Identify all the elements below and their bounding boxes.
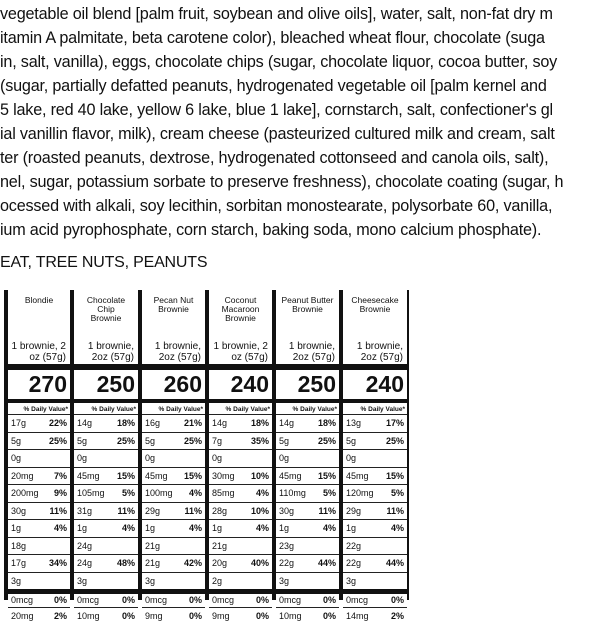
nutrient-amount: 28g — [212, 506, 227, 516]
product-name: Coconut Macaroon Brownie — [213, 296, 268, 323]
ingredients-line: nel, sugar, potassium sorbate to preserve freshness), chocolate coating (sugar, h — [0, 170, 563, 194]
nutrient-percent: 11% — [49, 506, 67, 516]
nutrient-row — [343, 467, 407, 485]
nutrient-row — [74, 519, 138, 537]
nutrient-percent: 10% — [251, 506, 269, 516]
serving-size: 1 brownie, 2 oz (57g) — [10, 342, 66, 363]
nutrient-row — [74, 554, 138, 572]
nutrient-percent: 0% — [122, 595, 135, 605]
nutrient-rows — [276, 414, 339, 624]
nutrient-percent: 11% — [117, 506, 135, 516]
ingredients-line: 5 lake, red 40 lake, yellow 6 lake, blue 1 lake], cornstarch, salt, confectioner's gl — [0, 98, 553, 122]
nutrient-row — [74, 589, 138, 607]
serving-size: 1 brownie, 2 oz (57g) — [211, 342, 268, 363]
nutrient-row — [142, 449, 205, 467]
nutrient-percent: 4% — [189, 488, 202, 498]
nutrient-row — [276, 572, 339, 590]
nutrient-row — [8, 502, 70, 520]
nutrient-row — [276, 589, 339, 607]
daily-value-rule — [142, 399, 205, 403]
nutrient-percent: 48% — [117, 558, 135, 568]
ingredients-line: in, salt, vanilla), eggs, chocolate chips (sugar, chocolate liquor, cocoa butter, soy — [0, 50, 557, 74]
nutrient-amount: 2g — [212, 576, 222, 586]
daily-value-rule — [74, 399, 138, 403]
nutrient-row — [209, 537, 272, 555]
nutrient-percent: 15% — [184, 471, 202, 481]
nutrient-rows — [142, 414, 205, 624]
nutrient-amount: 9mg — [145, 611, 163, 621]
nutrient-amount: 30mg — [212, 471, 235, 481]
nutrient-amount: 105mg — [77, 488, 105, 498]
nutrient-amount: 3g — [77, 576, 87, 586]
nutrient-amount: 9mg — [212, 611, 230, 621]
nutrient-percent: 25% — [386, 436, 404, 446]
nutrient-percent: 0% — [256, 595, 269, 605]
nutrient-amount: 5g — [145, 436, 155, 446]
nutrient-row — [142, 554, 205, 572]
nutrient-amount: 5g — [279, 436, 289, 446]
nutrient-amount: 1g — [212, 523, 222, 533]
daily-value-header: % Daily Value* — [144, 406, 203, 413]
nutrient-amount: 0mcg — [346, 595, 368, 605]
nutrient-row — [74, 484, 138, 502]
product-name: Peanut Butter Brownie — [280, 296, 335, 314]
nutrient-amount: 7g — [212, 436, 222, 446]
nutrient-row — [74, 414, 138, 432]
nutrient-percent: 17% — [386, 418, 404, 428]
nutrient-percent: 2% — [54, 611, 67, 621]
nutrient-rows — [209, 414, 272, 624]
nutrient-row — [276, 607, 339, 624]
ingredients-line: ocessed with alkali, soy lecithin, sorbitan monostearate, polysorbate 60, vanilla, — [0, 194, 552, 218]
nutrient-amount: 1g — [346, 523, 356, 533]
nutrient-row — [343, 554, 407, 572]
nutrient-percent: 42% — [184, 558, 202, 568]
nutrient-percent: 18% — [318, 418, 336, 428]
nutrient-amount: 0mcg — [11, 595, 33, 605]
ingredients-line: ter (roasted peanuts, dextrose, hydrogenated cottonseed and canola oils, salt), — [0, 146, 548, 170]
nutrient-amount: 30g — [11, 506, 26, 516]
nutrient-percent: 44% — [318, 558, 336, 568]
nutrient-row — [8, 467, 70, 485]
nutrient-amount: 21g — [145, 558, 160, 568]
nutrient-amount: 0g — [11, 453, 21, 463]
nutrient-row — [74, 537, 138, 555]
nutrient-row — [8, 589, 70, 607]
nutrient-percent: 18% — [117, 418, 135, 428]
daily-value-header: % Daily Value* — [10, 406, 68, 413]
nutrient-amount: 0mcg — [145, 595, 167, 605]
nutrient-row — [276, 484, 339, 502]
nutrient-percent: 0% — [122, 611, 135, 621]
product-name: Chocolate Chip Brownie — [78, 296, 134, 323]
nutrient-row — [142, 432, 205, 450]
nutrient-percent: 0% — [54, 595, 67, 605]
nutrient-row — [209, 554, 272, 572]
nutrient-percent: 18% — [251, 418, 269, 428]
nutrient-row — [8, 414, 70, 432]
nutrient-percent: 4% — [189, 523, 202, 533]
nutrient-row — [343, 589, 407, 607]
nutrient-amount: 10mg — [279, 611, 302, 621]
nutrient-row — [74, 432, 138, 450]
nutrition-panel — [72, 290, 140, 600]
nutrient-percent: 4% — [54, 523, 67, 533]
nutrient-percent: 15% — [386, 471, 404, 481]
nutrient-row — [343, 432, 407, 450]
nutrient-amount: 1g — [77, 523, 87, 533]
nutrient-amount: 17g — [11, 418, 26, 428]
nutrient-amount: 29g — [145, 506, 160, 516]
nutrient-percent: 0% — [189, 611, 202, 621]
nutrient-row — [209, 519, 272, 537]
nutrient-row — [74, 607, 138, 624]
nutrient-amount: 14g — [279, 418, 294, 428]
calories-value: 240 — [343, 370, 404, 398]
daily-value-header: % Daily Value* — [278, 406, 337, 413]
nutrient-percent: 0% — [189, 595, 202, 605]
nutrient-row — [8, 449, 70, 467]
nutrient-row — [8, 554, 70, 572]
nutrient-row — [142, 502, 205, 520]
daily-value-rule — [276, 399, 339, 403]
nutrient-amount: 20mg — [11, 471, 34, 481]
nutrition-panel — [341, 290, 409, 600]
daily-value-header: % Daily Value* — [76, 406, 136, 413]
calories-value: 260 — [142, 370, 202, 398]
nutrient-row — [276, 467, 339, 485]
nutrient-amount: 45mg — [346, 471, 369, 481]
nutrient-percent: 40% — [251, 558, 269, 568]
nutrient-row — [276, 414, 339, 432]
nutrient-amount: 24g — [77, 558, 92, 568]
nutrition-panel — [207, 290, 274, 600]
nutrient-amount: 20g — [212, 558, 227, 568]
nutrient-percent: 25% — [318, 436, 336, 446]
nutrient-row — [209, 432, 272, 450]
nutrient-amount: 29g — [346, 506, 361, 516]
nutrient-row — [209, 589, 272, 607]
nutrition-labels — [0, 290, 600, 600]
nutrient-amount: 100mg — [145, 488, 173, 498]
nutrient-percent: 44% — [386, 558, 404, 568]
nutrient-row — [74, 449, 138, 467]
nutrient-amount: 110mg — [279, 488, 306, 498]
nutrient-amount: 14g — [212, 418, 227, 428]
nutrient-percent: 11% — [184, 506, 202, 516]
nutrient-amount: 21g — [145, 541, 160, 551]
nutrient-amount: 200mg — [11, 488, 39, 498]
nutrient-amount: 5g — [346, 436, 356, 446]
calories-value: 250 — [74, 370, 135, 398]
product-name: Blondie — [12, 296, 66, 305]
nutrient-amount: 0g — [212, 453, 222, 463]
nutrient-row — [343, 484, 407, 502]
ingredients-line: ium acid pyrophosphate, corn starch, baking soda, mono calcium phosphate). — [0, 218, 541, 242]
nutrition-panel — [274, 290, 341, 600]
nutrient-row — [276, 502, 339, 520]
nutrient-percent: 0% — [391, 595, 404, 605]
nutrient-row — [209, 449, 272, 467]
nutrient-percent: 34% — [49, 558, 67, 568]
nutrient-row — [276, 537, 339, 555]
nutrient-amount: 24g — [77, 541, 92, 551]
nutrient-row — [74, 572, 138, 590]
nutrient-row — [209, 484, 272, 502]
nutrient-row — [343, 502, 407, 520]
nutrient-percent: 5% — [323, 488, 336, 498]
nutrient-percent: 11% — [318, 506, 336, 516]
nutrient-amount: 3g — [279, 576, 289, 586]
nutrient-percent: 4% — [391, 523, 404, 533]
daily-value-rule — [343, 399, 407, 403]
nutrient-row — [343, 607, 407, 624]
nutrient-row — [209, 502, 272, 520]
nutrient-amount: 23g — [279, 541, 294, 551]
nutrient-row — [209, 607, 272, 624]
nutrient-row — [209, 414, 272, 432]
nutrient-row — [8, 484, 70, 502]
allergen-statement: EAT, TREE NUTS, PEANUTS — [0, 254, 207, 272]
calories-value: 250 — [276, 370, 336, 398]
ingredients-line: (sugar, partially defatted peanuts, hydrogenated vegetable oil [palm kernel and — [0, 74, 547, 98]
nutrition-panel — [140, 290, 207, 600]
nutrient-percent: 15% — [318, 471, 336, 481]
nutrient-rows — [74, 414, 138, 624]
nutrient-amount: 45mg — [77, 471, 100, 481]
nutrient-row — [8, 572, 70, 590]
nutrient-row — [343, 414, 407, 432]
nutrient-amount: 3g — [346, 576, 356, 586]
nutrient-amount: 45mg — [145, 471, 168, 481]
serving-size: 1 brownie, 2oz (57g) — [76, 342, 134, 363]
nutrient-row — [8, 432, 70, 450]
ingredients-line: itamin A palmitate, beta carotene color), bleached wheat flour, chocolate (suga — [0, 26, 545, 50]
nutrient-amount: 14mg — [346, 611, 369, 621]
nutrient-amount: 0g — [279, 453, 289, 463]
nutrient-amount: 5g — [11, 436, 21, 446]
nutrient-amount: 85mg — [212, 488, 235, 498]
daily-value-header: % Daily Value* — [211, 406, 270, 413]
nutrient-row — [8, 607, 70, 624]
nutrition-panel — [6, 290, 72, 600]
nutrient-amount: 120mg — [346, 488, 374, 498]
nutrient-amount: 3g — [11, 576, 21, 586]
nutrient-percent: 0% — [323, 611, 336, 621]
nutrient-percent: 0% — [323, 595, 336, 605]
nutrient-amount: 45mg — [279, 471, 302, 481]
nutrient-row — [142, 484, 205, 502]
nutrient-row — [276, 519, 339, 537]
nutrient-amount: 22g — [346, 541, 361, 551]
nutrient-row — [343, 449, 407, 467]
nutrient-percent: 9% — [54, 488, 67, 498]
nutrient-amount: 31g — [77, 506, 92, 516]
product-name: Pecan Nut Brownie — [146, 296, 201, 314]
serving-size: 1 brownie, 2oz (57g) — [345, 342, 403, 363]
daily-value-header: % Daily Value* — [345, 406, 405, 413]
nutrient-amount: 17g — [11, 558, 26, 568]
nutrient-row — [343, 519, 407, 537]
nutrient-amount: 22g — [346, 558, 361, 568]
nutrient-row — [8, 537, 70, 555]
nutrient-row — [142, 572, 205, 590]
nutrient-percent: 11% — [386, 506, 404, 516]
nutrient-row — [343, 537, 407, 555]
nutrient-row — [276, 449, 339, 467]
nutrient-row — [142, 537, 205, 555]
nutrient-row — [142, 414, 205, 432]
nutrient-amount: 0g — [145, 453, 155, 463]
nutrient-percent: 0% — [256, 611, 269, 621]
nutrient-amount: 3g — [145, 576, 155, 586]
nutrient-row — [209, 467, 272, 485]
nutrient-row — [209, 572, 272, 590]
calories-value: 240 — [209, 370, 269, 398]
nutrient-row — [74, 467, 138, 485]
nutrient-row — [142, 467, 205, 485]
nutrient-row — [276, 432, 339, 450]
nutrient-percent: 25% — [117, 436, 135, 446]
nutrient-amount: 10mg — [77, 611, 100, 621]
nutrient-amount: 18g — [11, 541, 26, 551]
nutrient-row — [74, 502, 138, 520]
nutrient-amount: 22g — [279, 558, 294, 568]
ingredients-line: ial vanillin flavor, milk), cream cheese (pasteurized cultured milk and cream, salt — [0, 122, 555, 146]
nutrient-amount: 0mcg — [279, 595, 301, 605]
nutrient-amount: 5g — [77, 436, 87, 446]
nutrient-amount: 30g — [279, 506, 294, 516]
nutrient-amount: 1g — [11, 523, 21, 533]
nutrient-percent: 7% — [54, 471, 67, 481]
nutrient-percent: 25% — [184, 436, 202, 446]
nutrient-row — [142, 519, 205, 537]
nutrient-rows — [343, 414, 407, 624]
product-name: Cheesecake Brownie — [347, 296, 403, 314]
serving-size: 1 brownie, 2oz (57g) — [144, 342, 201, 363]
nutrient-percent: 10% — [251, 471, 269, 481]
nutrient-row — [142, 589, 205, 607]
nutrient-amount: 0g — [346, 453, 356, 463]
ingredients-line: vegetable oil blend [palm fruit, soybean and olive oils], water, salt, non-fat dry m — [0, 2, 553, 26]
calories-value: 270 — [8, 370, 67, 398]
nutrient-percent: 15% — [117, 471, 135, 481]
nutrient-amount: 1g — [279, 523, 289, 533]
nutrient-percent: 25% — [49, 436, 67, 446]
daily-value-rule — [209, 399, 272, 403]
nutrient-row — [142, 607, 205, 624]
nutrient-amount: 13g — [346, 418, 361, 428]
nutrient-row — [343, 572, 407, 590]
nutrient-amount: 1g — [145, 523, 155, 533]
nutrient-percent: 5% — [391, 488, 404, 498]
nutrient-percent: 4% — [122, 523, 135, 533]
nutrient-percent: 5% — [122, 488, 135, 498]
daily-value-rule — [8, 399, 70, 403]
nutrient-rows — [8, 414, 70, 624]
nutrient-percent: 4% — [256, 523, 269, 533]
nutrient-amount: 14g — [77, 418, 92, 428]
nutrient-amount: 20mg — [11, 611, 34, 621]
serving-size: 1 brownie, 2oz (57g) — [278, 342, 335, 363]
nutrient-percent: 4% — [323, 523, 336, 533]
nutrient-row — [276, 554, 339, 572]
nutrient-percent: 2% — [391, 611, 404, 621]
nutrient-amount: 21g — [212, 541, 227, 551]
nutrient-percent: 22% — [49, 418, 67, 428]
nutrient-amount: 16g — [145, 418, 160, 428]
nutrient-amount: 0mcg — [212, 595, 234, 605]
nutrient-percent: 35% — [251, 436, 269, 446]
nutrient-row — [8, 519, 70, 537]
nutrient-amount: 0g — [77, 453, 87, 463]
nutrient-amount: 0mcg — [77, 595, 99, 605]
nutrient-percent: 4% — [256, 488, 269, 498]
nutrient-percent: 21% — [184, 418, 202, 428]
